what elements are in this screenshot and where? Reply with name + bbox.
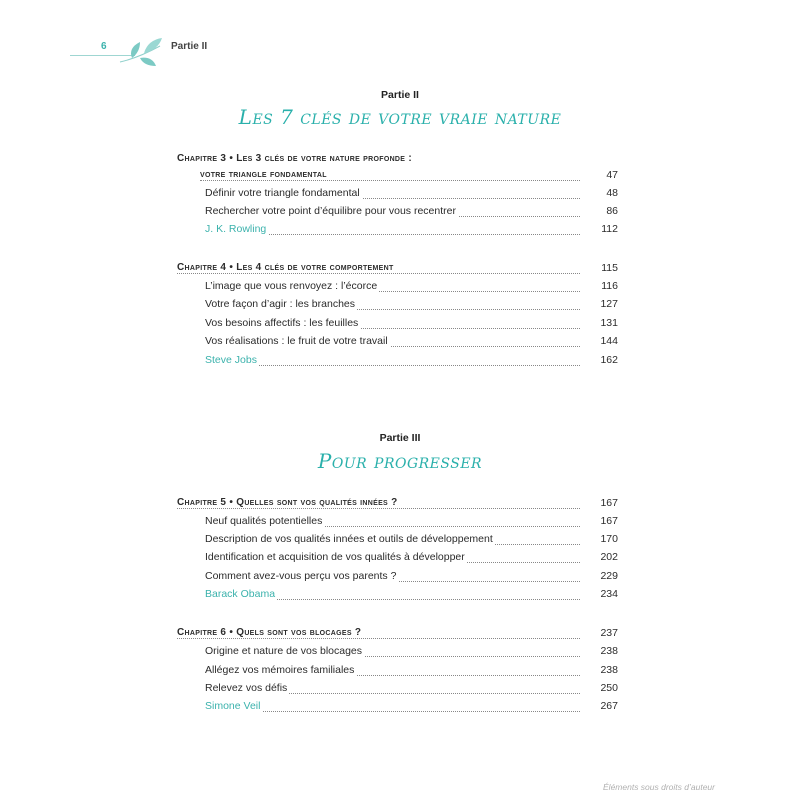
part2-title: Les 7 clés de votre vraie nature — [238, 105, 562, 129]
entry-title: Comment avez-vous perçu vos parents ? — [205, 570, 397, 582]
page-ref: 167 — [600, 497, 618, 509]
page-ref: 112 — [601, 223, 618, 235]
page-ref: 127 — [600, 298, 618, 310]
page-ref: 202 — [600, 551, 618, 563]
chapter-title: Chapitre 6 • Quels sont vos blocages ? — [177, 627, 362, 638]
toc-entry[interactable] — [0, 205, 800, 223]
page-ref: 47 — [606, 169, 618, 181]
chapter-title: Chapitre 3 • Les 3 clés de votre nature profonde : — [177, 153, 412, 164]
entry-title: Relevez vos défis — [205, 682, 288, 694]
toc-entry[interactable] — [0, 533, 800, 551]
part3-label: Partie III — [379, 432, 421, 444]
page-ref: 116 — [601, 280, 618, 292]
page-ref: 238 — [600, 664, 618, 676]
page-ref: 86 — [606, 205, 618, 217]
page-ref: 170 — [600, 533, 618, 545]
page-ref: 234 — [600, 588, 618, 600]
part2-label: Partie II — [381, 89, 419, 101]
chapter-title: Chapitre 4 • Les 4 clés de votre comportement — [177, 262, 394, 273]
toc-entry[interactable] — [0, 335, 800, 353]
page-ref: 115 — [601, 262, 618, 274]
toc-entry-portrait[interactable] — [0, 223, 800, 241]
toc-entry[interactable] — [0, 317, 800, 335]
page-ref: 144 — [600, 335, 618, 347]
page-ref: 238 — [600, 645, 618, 657]
page-number: 6 — [101, 41, 107, 52]
entry-title: Barack Obama — [205, 588, 276, 600]
entry-title: Steve Jobs — [205, 354, 257, 366]
entry-title: L’image que vous renvoyez : l’écorce — [205, 280, 378, 292]
page-ref: 229 — [600, 570, 618, 582]
page-ref: 162 — [600, 354, 618, 366]
leaf-branch-icon — [118, 36, 164, 68]
toc-entry[interactable] — [0, 298, 800, 316]
toc-entry[interactable] — [0, 515, 800, 533]
toc-entry[interactable] — [0, 187, 800, 205]
page-ref: 167 — [600, 515, 618, 527]
entry-title: Votre façon d’agir : les branches — [205, 298, 356, 310]
toc-entry-portrait[interactable] — [0, 700, 800, 718]
toc-chapter[interactable] — [0, 262, 800, 280]
entry-title: Rechercher votre point d’équilibre pour vous recentrer — [205, 205, 456, 217]
toc-entry[interactable] — [0, 664, 800, 682]
entry-title: Description de vos qualités innées et outils de développement — [205, 533, 493, 545]
toc-entry[interactable] — [0, 551, 800, 569]
entry-title: J. K. Rowling — [205, 223, 267, 235]
toc-entry[interactable] — [0, 570, 800, 588]
running-header — [0, 30, 400, 70]
toc-entry[interactable] — [0, 280, 800, 298]
page-ref: 48 — [606, 187, 618, 199]
page-ref: 237 — [600, 627, 618, 639]
entry-title: Vos besoins affectifs : les feuilles — [205, 317, 359, 329]
entry-title: Vos réalisations : le fruit de votre travail — [205, 335, 388, 347]
entry-title: Identification et acquisition de vos qualités à développer — [205, 551, 465, 563]
toc-entry-portrait[interactable] — [0, 588, 800, 606]
toc-entry[interactable] — [0, 682, 800, 700]
chapter-title: Chapitre 5 • Quelles sont vos qualités innées ? — [177, 497, 398, 508]
page-ref: 267 — [600, 700, 618, 712]
toc-entry[interactable] — [0, 645, 800, 663]
page-ref: 250 — [600, 682, 618, 694]
header-part: Partie II — [171, 41, 208, 52]
copyright-footer: Éléments sous droits d’auteur — [603, 782, 715, 792]
entry-title: Allégez vos mémoires familiales — [205, 664, 355, 676]
toc-entry-portrait[interactable] — [0, 354, 800, 372]
chapter-subtitle: votre triangle fondamental — [200, 169, 327, 180]
toc-chapter[interactable] — [0, 627, 800, 645]
entry-title: Définir votre triangle fondamental — [205, 187, 360, 199]
toc-chapter-cont[interactable] — [0, 169, 800, 187]
entry-title: Simone Veil — [205, 700, 261, 712]
part3-title: Pour progresser — [317, 449, 483, 473]
page-ref: 131 — [600, 317, 618, 329]
entry-title: Neuf qualités potentielles — [205, 515, 323, 527]
entry-title: Origine et nature de vos blocages — [205, 645, 363, 657]
toc-chapter[interactable] — [0, 497, 800, 515]
